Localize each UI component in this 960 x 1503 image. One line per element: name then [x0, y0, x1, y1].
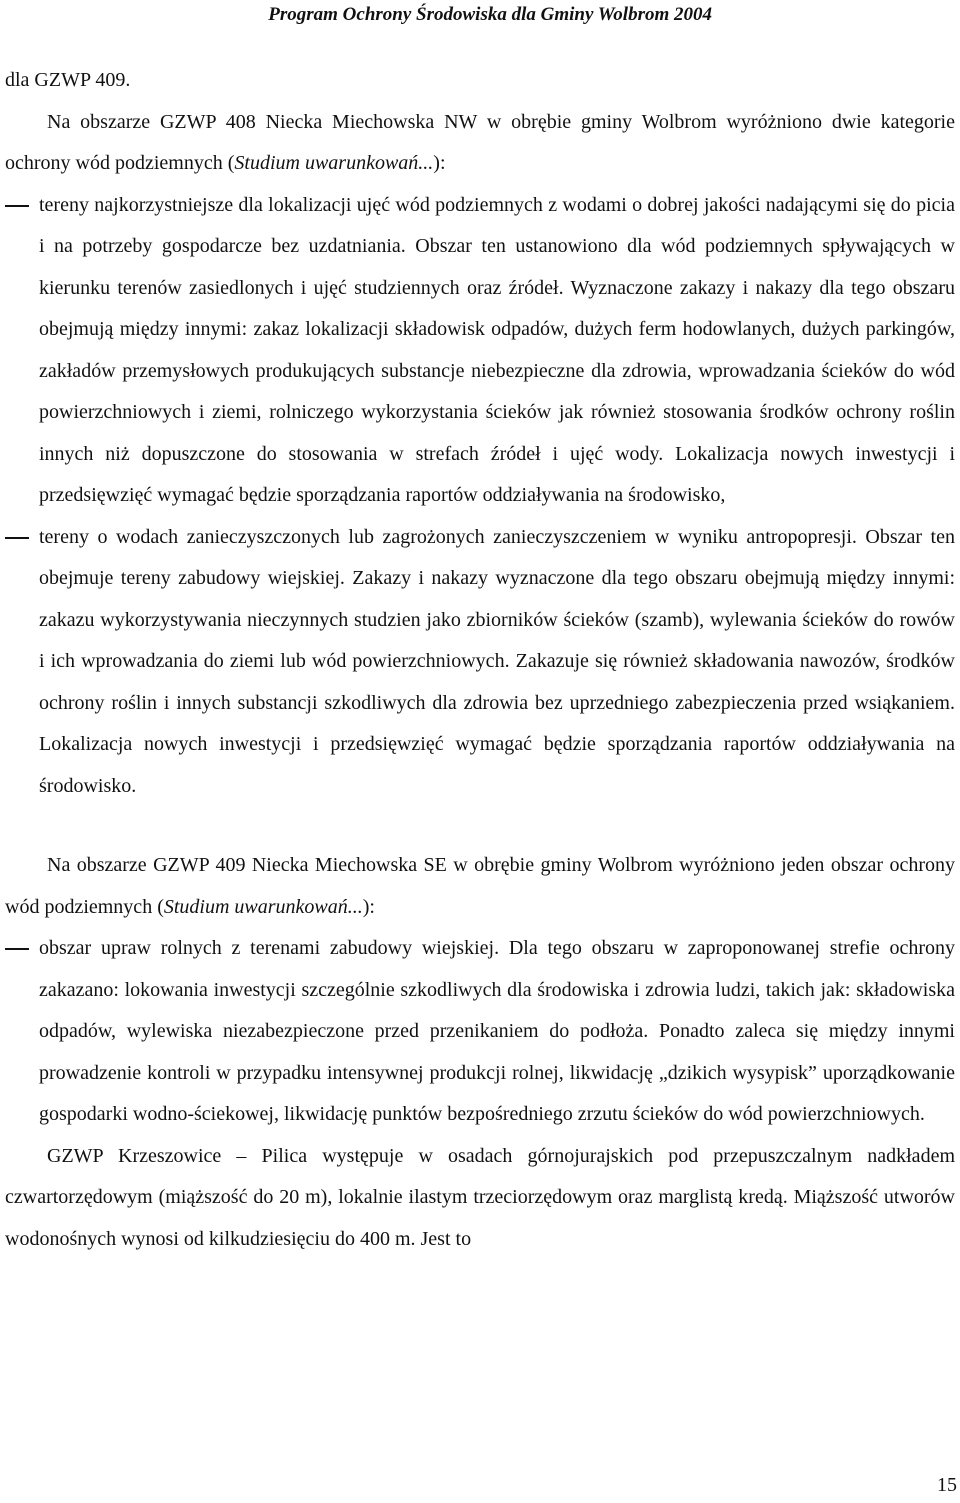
list-item-text: obszar upraw rolnych z terenami zabudowy wiejskiej. Dla tego obszaru w zaproponowanej strefie ochrony zakazano: lokowania inwestycji szczególnie szkodliwych dla środowiska i zdrowia ludzi, takich jak: składowiska odpadów, wylewiska niezabezpieczone przed przenikaniem do podłoża. Ponadto zaleca się między innymi prowadzenie kontroli w przypadku intensywnej produkcji rolnej, likwidację „dzikich wysypisk” uporządkowanie gospodarki wodno-ściekowej, likwidację punktów bezpośredniego zrzutu ścieków do wód powierzchniowych.: [39, 937, 955, 1125]
page-number: 15: [937, 1474, 957, 1496]
list-item-text: tereny o wodach zanieczyszczonych lub zagrożonych zanieczyszczeniem w wyniku antropopresji. Obszar ten obejmuje tereny zabudowy wiejskiej. Zakazy i nakazy wyznaczone dla tego obszaru obejmują między innymi: zakazu wykorzystywania nieczynnych studzien jako zbiorników ścieków (szamb), wylewania ścieków do rowów i ich wprowadzania do ziemi lub wód powierzchniowych. Zakazuje się również składowania nawozów, środków ochrony roślin i innych substancji szkodliwych dla zdrowia bez uprzedniego zabezpieczenia przed wsiąkaniem. Lokalizacja nowych inwestycji i przedsięwzięć wymagać będzie sporządzania raportów oddziaływania na środowisko.: [39, 525, 955, 797]
paragraph-gzwp-krzeszowice: GZWP Krzeszowice – Pilica występuje w osadach górnojurajskich pod przepuszczalnym nadkładem czwartorzędowym (miąższość do 20 m), lokalnie ilastym trzeciorzędowym oraz marglistą kredą. Miąższość utworów wodonośnych wynosi od kilkudziesięciu do 400 m. Jest to: [5, 1144, 955, 1250]
document-header: Program Ochrony Środowiska dla Gminy Wolbrom 2004: [268, 4, 712, 25]
paragraph-text: Na obszarze GZWP 409 Niecka Miechowska SE w obrębie gminy Wolbrom wyróżniono jeden obszar ochrony wód podziemnych (: [5, 854, 955, 918]
italic-reference: Studium uwarunkowań...: [234, 152, 434, 174]
paragraph-gzwp-408: [5, 102, 955, 185]
paragraph-text: Na obszarze GZWP 408 Niecka Miechowska NW w obrębie gminy Wolbrom wyróżniono dwie kategorie ochrony wód podziemnych (: [5, 110, 955, 174]
list-item: [5, 928, 955, 1136]
paragraph-continuation: dla GZWP 409.: [5, 69, 131, 91]
paragraph-gzwp-409: [5, 845, 955, 928]
list-item: [5, 185, 955, 517]
paragraph-text-end: ):: [362, 895, 375, 918]
paragraph-text-end: ):: [433, 152, 446, 174]
list-item-text: tereny najkorzystniejsze dla lokalizacji ujęć wód podziemnych z wodami o dobrej jakości nadającymi się do picia i na potrzeby gospodarcze bez uzdatniania. Obszar ten ustanowiono dla wód podziemnych spływających w kierunku terenów zasiedlonych i ujęć studziennych oraz źródeł. Wyznaczone zakazy i nakazy dla tego obszaru obejmują między innymi: zakaz lokalizacji składowisk odpadów, dużych ferm hodowlanych, dużych parkingów, zakładów przemysłowych produkujących substancje niebezpieczne dla zdrowia, wprowadzania ścieków do wód powierzchniowych i ziemi, rolniczego wykorzystania ścieków jak również stosowania środków ochrony roślin innych niż dopuszczone do stosowania w strefach źródeł i ujęć wody. Lokalizacja nowych inwestycji i przedsięwzięć wymagać będzie sporządzania raportów oddziaływania na środowisko,: [39, 193, 955, 506]
document-body: [5, 60, 955, 1260]
italic-reference: Studium uwarunkowań...: [163, 895, 363, 918]
list-item: [5, 517, 955, 808]
